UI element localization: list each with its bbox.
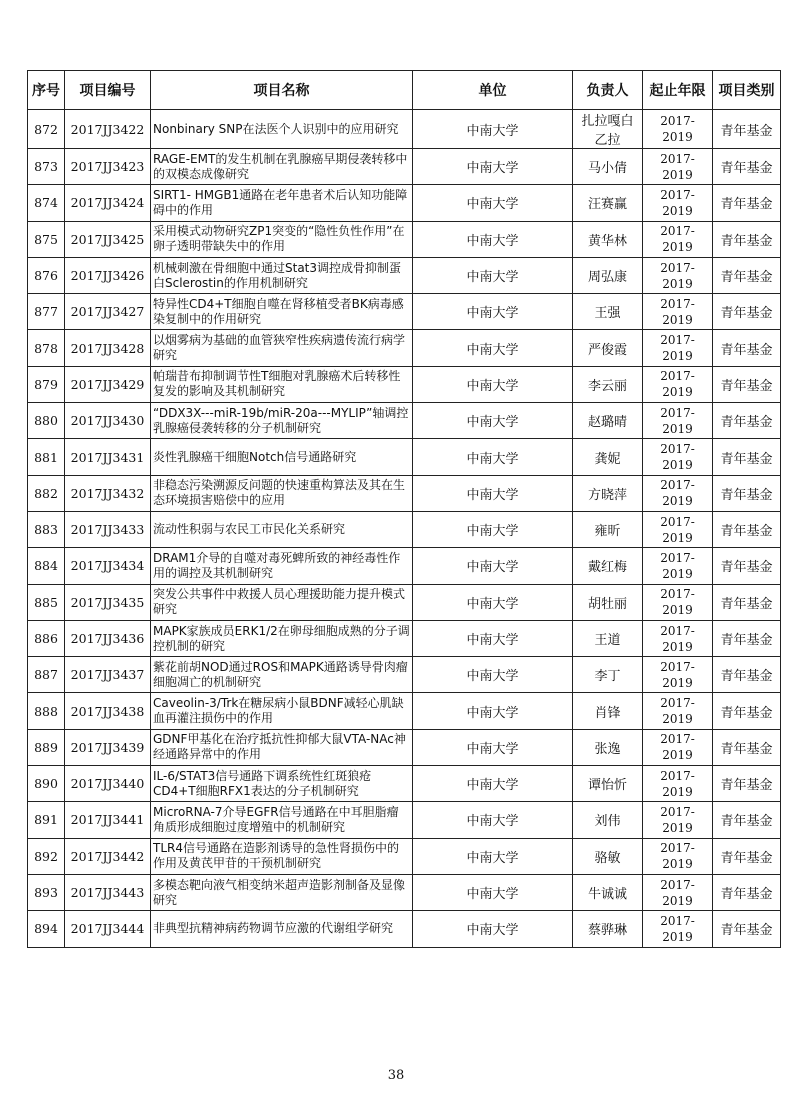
category-cell: 青年基金	[713, 257, 781, 293]
header-unit: 单位	[413, 71, 573, 110]
category-cell: 青年基金	[713, 185, 781, 221]
category-cell: 青年基金	[713, 693, 781, 729]
period-start: 2017-	[660, 768, 695, 783]
category-cell: 青年基金	[713, 149, 781, 185]
period-cell	[643, 257, 713, 293]
project-code: 2017JJ3438	[65, 693, 151, 729]
table-row	[28, 330, 781, 366]
row-number: 889	[28, 729, 65, 765]
leader-cell: 黄华林	[573, 221, 643, 257]
period-end: 2019	[662, 603, 693, 618]
category-cell: 青年基金	[713, 403, 781, 439]
header-no: 序号	[28, 71, 65, 110]
project-name: RAGE-EMT的发生机制在乳腺癌早期侵袭转移中的双模态成像研究	[151, 149, 413, 185]
unit-cell: 中南大学	[413, 838, 573, 874]
project-code: 2017JJ3430	[65, 403, 151, 439]
period-start: 2017-	[660, 732, 695, 747]
category-cell: 青年基金	[713, 294, 781, 330]
unit-cell: 中南大学	[413, 584, 573, 620]
leader-cell: 王强	[573, 294, 643, 330]
row-number: 873	[28, 149, 65, 185]
period-start: 2017-	[660, 841, 695, 856]
row-number: 880	[28, 403, 65, 439]
unit-cell: 中南大学	[413, 366, 573, 402]
row-number: 872	[28, 110, 65, 149]
table-row	[28, 693, 781, 729]
period-end: 2019	[662, 675, 693, 690]
period-start: 2017-	[660, 659, 695, 674]
table-row	[28, 874, 781, 910]
period-end: 2019	[662, 421, 693, 436]
period-start: 2017-	[660, 623, 695, 638]
table-row	[28, 620, 781, 656]
period-cell	[643, 802, 713, 838]
project-name: 炎性乳腺癌干细胞Notch信号通路研究	[151, 439, 413, 475]
period-start: 2017-	[660, 587, 695, 602]
unit-cell: 中南大学	[413, 729, 573, 765]
leader-cell: 李云丽	[573, 366, 643, 402]
leader-cell: 谭怡忻	[573, 766, 643, 802]
leader-cell: 方晓萍	[573, 475, 643, 511]
period-end: 2019	[662, 349, 693, 364]
period-end: 2019	[662, 857, 693, 872]
table-row	[28, 294, 781, 330]
project-code: 2017JJ3436	[65, 620, 151, 656]
project-code: 2017JJ3426	[65, 257, 151, 293]
row-number: 875	[28, 221, 65, 257]
project-code: 2017JJ3442	[65, 838, 151, 874]
category-cell: 青年基金	[713, 366, 781, 402]
table-row	[28, 838, 781, 874]
period-end: 2019	[662, 530, 693, 545]
project-code: 2017JJ3441	[65, 802, 151, 838]
table-body	[28, 110, 781, 948]
row-number: 891	[28, 802, 65, 838]
period-cell	[643, 475, 713, 511]
row-number: 878	[28, 330, 65, 366]
row-number: 877	[28, 294, 65, 330]
period-end: 2019	[662, 130, 693, 144]
unit-cell: 中南大学	[413, 766, 573, 802]
period-cell	[643, 511, 713, 547]
period-cell	[643, 584, 713, 620]
category-cell: 青年基金	[713, 330, 781, 366]
header-name: 项目名称	[151, 71, 413, 110]
unit-cell: 中南大学	[413, 802, 573, 838]
project-name: MicroRNA-7介导EGFR信号通路在中耳胆脂瘤角质形成细胞过度增殖中的机制研究	[151, 802, 413, 838]
period-cell	[643, 221, 713, 257]
category-cell: 青年基金	[713, 221, 781, 257]
unit-cell: 中南大学	[413, 548, 573, 584]
project-name: 非典型抗精神病药物调节应激的代谢组学研究	[151, 911, 413, 947]
row-number: 886	[28, 620, 65, 656]
period-start: 2017-	[660, 187, 695, 202]
period-start: 2017-	[660, 696, 695, 711]
project-code: 2017JJ3439	[65, 729, 151, 765]
period-end: 2019	[662, 784, 693, 799]
period-end: 2019	[662, 276, 693, 291]
period-start: 2017-	[660, 514, 695, 529]
unit-cell: 中南大学	[413, 330, 573, 366]
table-row	[28, 584, 781, 620]
table-row	[28, 221, 781, 257]
leader-cell: 赵璐晴	[573, 403, 643, 439]
table-row	[28, 802, 781, 838]
project-code: 2017JJ3423	[65, 149, 151, 185]
period-cell	[643, 620, 713, 656]
project-name: Caveolin-3/Trk在糖尿病小鼠BDNF减轻心肌缺血再灌注损伤中的作用	[151, 693, 413, 729]
project-name: 流动性积弱与农民工市民化关系研究	[151, 511, 413, 547]
table-row	[28, 475, 781, 511]
project-name: TLR4信号通路在造影剂诱导的急性肾损伤中的作用及黄芪甲苷的干预机制研究	[151, 838, 413, 874]
period-start: 2017-	[660, 550, 695, 565]
row-number: 882	[28, 475, 65, 511]
table-row	[28, 149, 781, 185]
row-number: 883	[28, 511, 65, 547]
project-code: 2017JJ3437	[65, 657, 151, 693]
table-row	[28, 110, 781, 149]
unit-cell: 中南大学	[413, 403, 573, 439]
leader-cell: 蔡骅琳	[573, 911, 643, 947]
category-cell: 青年基金	[713, 584, 781, 620]
period-end: 2019	[662, 820, 693, 835]
period-start: 2017-	[660, 369, 695, 384]
category-cell: 青年基金	[713, 838, 781, 874]
period-end: 2019	[662, 494, 693, 509]
project-name: 采用模式动物研究ZP1突变的“隐性负性作用”在卵子透明带缺失中的作用	[151, 221, 413, 257]
category-cell: 青年基金	[713, 802, 781, 838]
project-code: 2017JJ3435	[65, 584, 151, 620]
leader-cell: 周弘康	[573, 257, 643, 293]
period-start: 2017-	[660, 260, 695, 275]
period-cell	[643, 911, 713, 947]
project-name: 帕瑞昔布抑制调节性T细胞对乳腺癌术后转移性复发的影响及其机制研究	[151, 366, 413, 402]
period-cell	[643, 548, 713, 584]
period-end: 2019	[662, 712, 693, 727]
period-start: 2017-	[660, 114, 695, 128]
table-row	[28, 766, 781, 802]
period-start: 2017-	[660, 877, 695, 892]
project-name: DRAM1介导的自噬对毒死蜱所致的神经毒性作用的调控及其机制研究	[151, 548, 413, 584]
period-cell	[643, 366, 713, 402]
period-end: 2019	[662, 748, 693, 763]
project-name: SIRT1- HMGB1通路在老年患者术后认知功能障碍中的作用	[151, 185, 413, 221]
period-end: 2019	[662, 240, 693, 255]
period-cell	[643, 439, 713, 475]
row-number: 887	[28, 657, 65, 693]
project-name: 机械刺激在骨细胞中通过Stat3调控成骨抑制蛋白Sclerostin的作用机制研究	[151, 257, 413, 293]
period-cell	[643, 838, 713, 874]
header-row	[28, 71, 781, 110]
project-code: 2017JJ3432	[65, 475, 151, 511]
period-end: 2019	[662, 203, 693, 218]
table-row	[28, 403, 781, 439]
category-cell: 青年基金	[713, 511, 781, 547]
project-code: 2017JJ3440	[65, 766, 151, 802]
period-start: 2017-	[660, 151, 695, 166]
period-cell	[643, 149, 713, 185]
leader-cell: 扎拉嘎白乙拉	[573, 110, 643, 149]
period-cell	[643, 693, 713, 729]
project-code: 2017JJ3422	[65, 110, 151, 149]
row-number: 894	[28, 911, 65, 947]
unit-cell: 中南大学	[413, 110, 573, 149]
period-start: 2017-	[660, 804, 695, 819]
project-name: MAPK家族成员ERK1/2在卵母细胞成熟的分子调控机制的研究	[151, 620, 413, 656]
header-period: 起止年限	[643, 71, 713, 110]
table-row	[28, 257, 781, 293]
project-code: 2017JJ3424	[65, 185, 151, 221]
unit-cell: 中南大学	[413, 693, 573, 729]
period-end: 2019	[662, 458, 693, 473]
row-number: 890	[28, 766, 65, 802]
project-name: 多模态靶向液气相变纳米超声造影剂制备及显像研究	[151, 874, 413, 910]
period-start: 2017-	[660, 333, 695, 348]
period-start: 2017-	[660, 224, 695, 239]
leader-cell: 刘伟	[573, 802, 643, 838]
project-name: 特异性CD4+T细胞自噬在肾移植受者BK病毒感染复制中的作用研究	[151, 294, 413, 330]
project-name: 非稳态污染溯源反问题的快速重构算法及其在生态环境损害赔偿中的应用	[151, 475, 413, 511]
unit-cell: 中南大学	[413, 439, 573, 475]
project-code: 2017JJ3434	[65, 548, 151, 584]
period-cell	[643, 110, 713, 149]
project-name: IL-6/STAT3信号通路下调系统性红斑狼疮CD4+T细胞RFX1表达的分子机制研究	[151, 766, 413, 802]
project-code: 2017JJ3431	[65, 439, 151, 475]
unit-cell: 中南大学	[413, 874, 573, 910]
header-code: 项目编号	[65, 71, 151, 110]
period-start: 2017-	[660, 405, 695, 420]
row-number: 874	[28, 185, 65, 221]
unit-cell: 中南大学	[413, 911, 573, 947]
project-table	[27, 70, 781, 948]
unit-cell: 中南大学	[413, 257, 573, 293]
project-name: 突发公共事件中救援人员心理援助能力提升模式研究	[151, 584, 413, 620]
project-code: 2017JJ3428	[65, 330, 151, 366]
project-name: “DDX3X---miR-19b/miR-20a---MYLIP”轴调控乳腺癌侵袭转移的分子机制研究	[151, 403, 413, 439]
project-name: 以烟雾病为基础的血管狭窄性疾病遗传流行病学研究	[151, 330, 413, 366]
period-end: 2019	[662, 929, 693, 944]
period-end: 2019	[662, 167, 693, 182]
leader-cell: 雍昕	[573, 511, 643, 547]
table-row	[28, 511, 781, 547]
unit-cell: 中南大学	[413, 185, 573, 221]
leader-cell: 牛诚诚	[573, 874, 643, 910]
period-end: 2019	[662, 893, 693, 908]
project-name: Nonbinary SNP在法医个人识别中的应用研究	[151, 110, 413, 149]
project-code: 2017JJ3425	[65, 221, 151, 257]
table-row	[28, 548, 781, 584]
period-end: 2019	[662, 312, 693, 327]
leader-cell: 龚妮	[573, 439, 643, 475]
unit-cell: 中南大学	[413, 221, 573, 257]
project-code: 2017JJ3443	[65, 874, 151, 910]
period-cell	[643, 330, 713, 366]
category-cell: 青年基金	[713, 475, 781, 511]
table-row	[28, 911, 781, 947]
category-cell: 青年基金	[713, 620, 781, 656]
leader-cell: 马小倩	[573, 149, 643, 185]
category-cell: 青年基金	[713, 657, 781, 693]
row-number: 885	[28, 584, 65, 620]
category-cell: 青年基金	[713, 874, 781, 910]
header-leader: 负责人	[573, 71, 643, 110]
period-end: 2019	[662, 385, 693, 400]
unit-cell: 中南大学	[413, 511, 573, 547]
row-number: 884	[28, 548, 65, 584]
row-number: 893	[28, 874, 65, 910]
leader-cell: 戴红梅	[573, 548, 643, 584]
category-cell: 青年基金	[713, 729, 781, 765]
row-number: 888	[28, 693, 65, 729]
project-name: 紫花前胡NOD通过ROS和MAPK通路诱导骨肉瘤细胞凋亡的机制研究	[151, 657, 413, 693]
period-cell	[643, 657, 713, 693]
unit-cell: 中南大学	[413, 294, 573, 330]
unit-cell: 中南大学	[413, 657, 573, 693]
header-category: 项目类别	[713, 71, 781, 110]
leader-cell: 肖锋	[573, 693, 643, 729]
table-row	[28, 366, 781, 402]
unit-cell: 中南大学	[413, 475, 573, 511]
period-cell	[643, 766, 713, 802]
period-cell	[643, 729, 713, 765]
period-start: 2017-	[660, 442, 695, 457]
leader-cell: 胡牡丽	[573, 584, 643, 620]
category-cell: 青年基金	[713, 911, 781, 947]
row-number: 879	[28, 366, 65, 402]
category-cell: 青年基金	[713, 548, 781, 584]
category-cell: 青年基金	[713, 766, 781, 802]
leader-cell: 骆敏	[573, 838, 643, 874]
row-number: 876	[28, 257, 65, 293]
period-start: 2017-	[660, 296, 695, 311]
period-start: 2017-	[660, 913, 695, 928]
period-cell	[643, 185, 713, 221]
period-cell	[643, 874, 713, 910]
leader-cell: 严俊霞	[573, 330, 643, 366]
page-number: 38	[387, 1068, 405, 1083]
row-number: 881	[28, 439, 65, 475]
category-cell: 青年基金	[713, 439, 781, 475]
leader-cell: 李丁	[573, 657, 643, 693]
category-cell: 青年基金	[713, 110, 781, 149]
table-row	[28, 657, 781, 693]
project-code: 2017JJ3444	[65, 911, 151, 947]
table-row	[28, 729, 781, 765]
period-end: 2019	[662, 566, 693, 581]
unit-cell: 中南大学	[413, 149, 573, 185]
project-name: GDNF甲基化在治疗抵抗性抑郁大鼠VTA-NAc神经通路异常中的作用	[151, 729, 413, 765]
table-row	[28, 185, 781, 221]
period-cell	[643, 403, 713, 439]
leader-cell: 张逸	[573, 729, 643, 765]
project-code: 2017JJ3433	[65, 511, 151, 547]
project-code: 2017JJ3429	[65, 366, 151, 402]
leader-cell: 汪赛赢	[573, 185, 643, 221]
period-cell	[643, 294, 713, 330]
period-end: 2019	[662, 639, 693, 654]
unit-cell: 中南大学	[413, 620, 573, 656]
period-start: 2017-	[660, 478, 695, 493]
row-number: 892	[28, 838, 65, 874]
leader-cell: 王道	[573, 620, 643, 656]
project-code: 2017JJ3427	[65, 294, 151, 330]
table-row	[28, 439, 781, 475]
